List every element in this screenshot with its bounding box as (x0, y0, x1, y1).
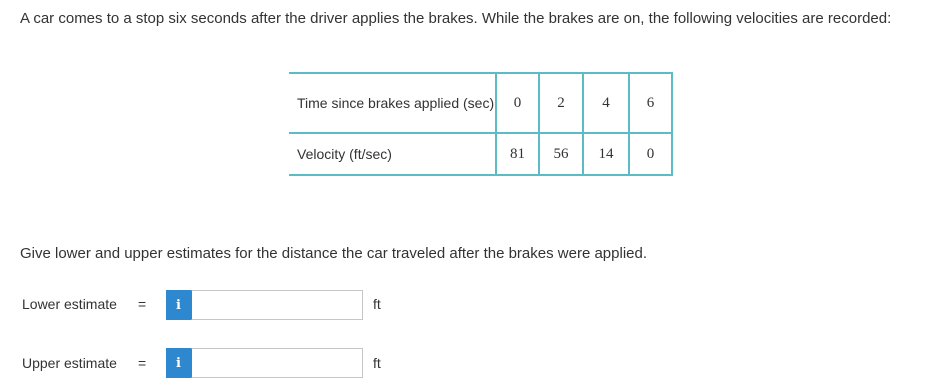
time-cell: 4 (583, 73, 629, 133)
lower-info-icon[interactable]: i (166, 290, 191, 320)
lower-estimate-input[interactable] (191, 290, 363, 320)
row-label-time: Time since brakes applied (sec) (289, 73, 496, 133)
row-label-velocity: Velocity (ft/sec) (289, 133, 496, 175)
upper-unit-label: ft (373, 355, 381, 371)
velocity-cell: 56 (539, 133, 583, 175)
velocity-table (289, 72, 673, 176)
time-cell: 6 (629, 73, 672, 133)
upper-estimate-input[interactable] (191, 348, 363, 378)
lower-unit-label: ft (373, 296, 381, 312)
table-row (289, 133, 672, 175)
upper-estimate-label: Upper estimate (22, 355, 117, 371)
time-cell: 0 (496, 73, 539, 133)
upper-info-icon[interactable]: i (166, 348, 191, 378)
velocity-cell: 14 (583, 133, 629, 175)
velocity-cell: 0 (629, 133, 672, 175)
question-text: Give lower and upper estimates for the distance the car traveled after the brakes were applied. (20, 245, 648, 262)
velocity-cell: 81 (496, 133, 539, 175)
table-row (289, 73, 672, 133)
time-cell: 2 (539, 73, 583, 133)
problem-intro: A car comes to a stop six seconds after the driver applies the brakes. While the brakes are on, the following velocities are recorded: (20, 10, 892, 27)
lower-estimate-label: Lower estimate (22, 296, 117, 312)
lower-equals-sign: = (138, 296, 147, 312)
upper-equals-sign: = (138, 355, 147, 371)
